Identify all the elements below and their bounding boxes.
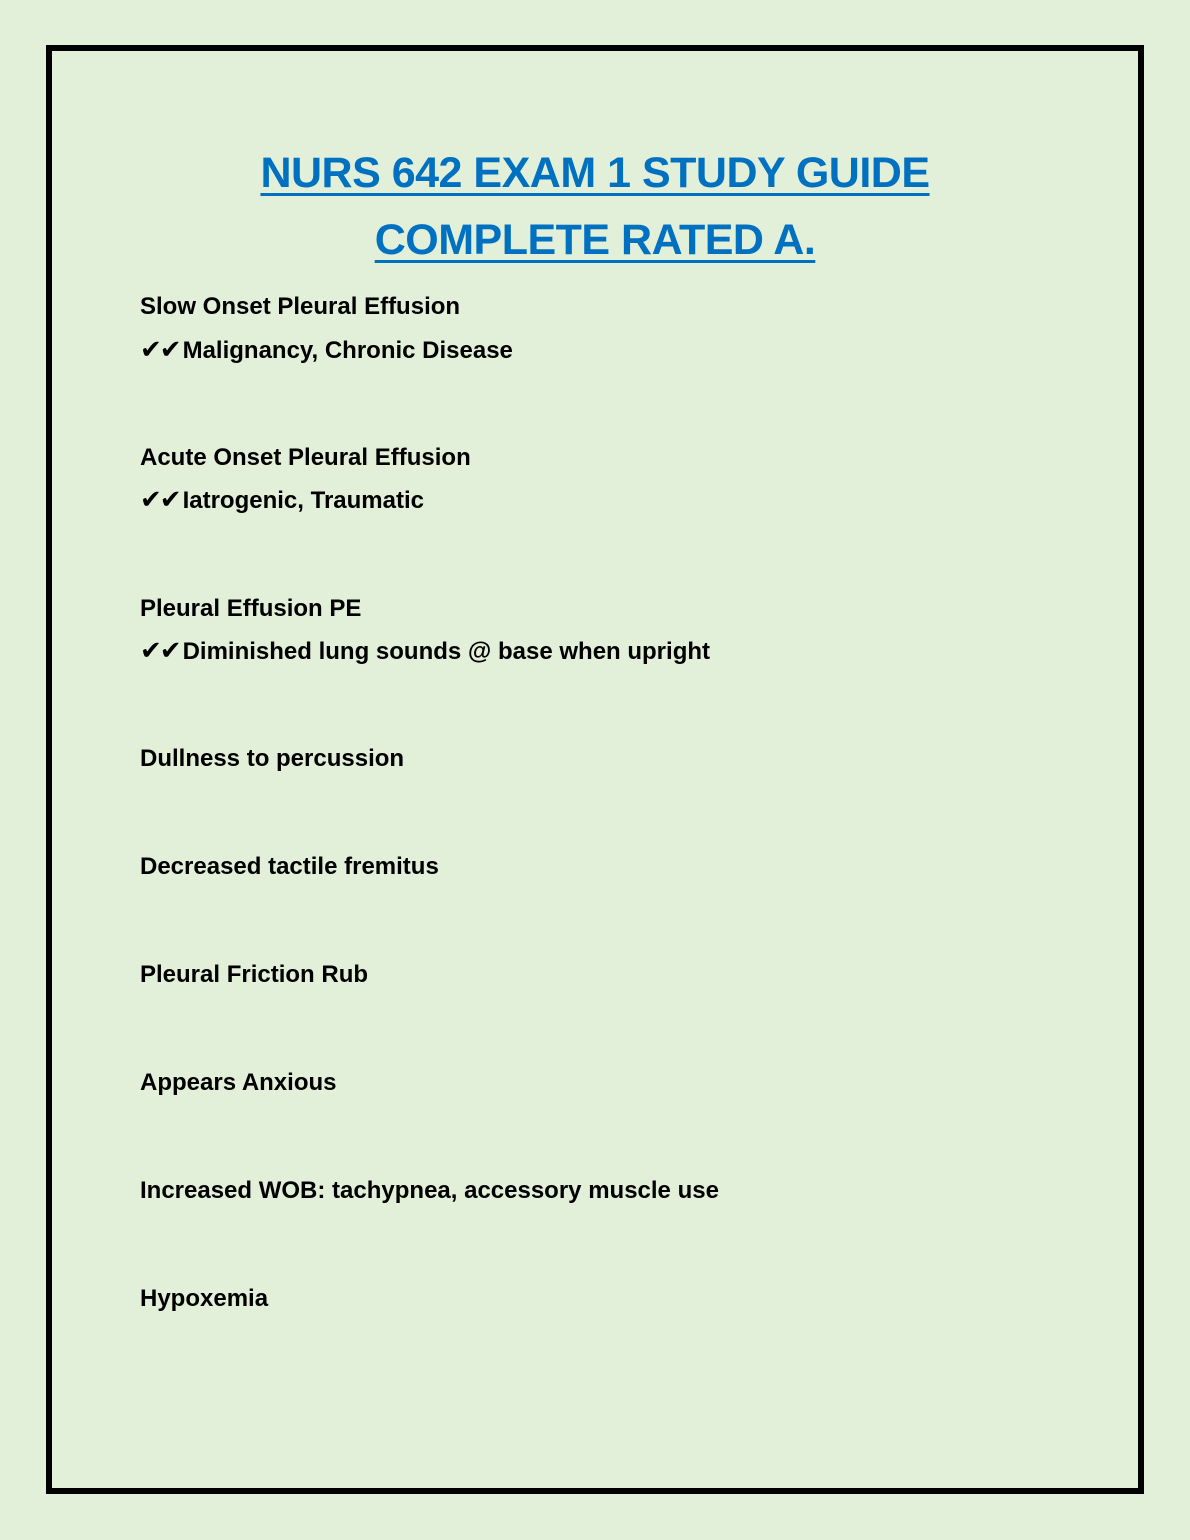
card-question: Pleural Effusion PE bbox=[140, 595, 362, 622]
document-title-text-2: COMPLETE RATED A. bbox=[374, 216, 816, 264]
card-answer bbox=[140, 485, 424, 516]
double-check-icon: ✔✔ bbox=[140, 636, 180, 666]
document-title-line-1 bbox=[0, 140, 1190, 207]
card-answer-text: Malignancy, Chronic Disease bbox=[182, 337, 513, 364]
card-answer-text: Diminished lung sounds @ base when upright bbox=[182, 638, 711, 665]
list-item: Increased WOB: tachypnea, accessory muscle use bbox=[140, 1177, 719, 1204]
double-check-icon: ✔✔ bbox=[140, 335, 180, 365]
card-answer bbox=[140, 636, 710, 667]
double-check-icon: ✔✔ bbox=[140, 485, 180, 515]
list-item: Hypoxemia bbox=[140, 1285, 269, 1312]
list-item: Pleural Friction Rub bbox=[140, 961, 369, 988]
document-title-line-2 bbox=[0, 207, 1190, 274]
card-question: Slow Onset Pleural Effusion bbox=[140, 293, 461, 320]
document-title-text-1: NURS 642 EXAM 1 STUDY GUIDE bbox=[260, 149, 930, 197]
card-answer-text: Iatrogenic, Traumatic bbox=[182, 487, 424, 514]
list-item: Decreased tactile fremitus bbox=[140, 853, 439, 880]
card-question: Acute Onset Pleural Effusion bbox=[140, 444, 471, 471]
list-item: Dullness to percussion bbox=[140, 745, 405, 772]
list-item: Appears Anxious bbox=[140, 1069, 337, 1096]
card-answer bbox=[140, 335, 513, 366]
